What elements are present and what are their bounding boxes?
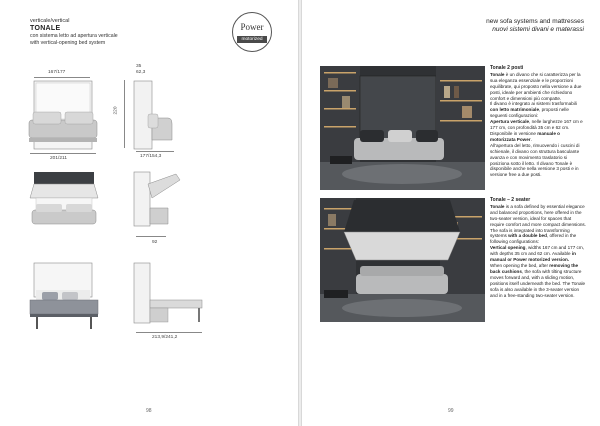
s1-bold-2: con letto matrimoniale xyxy=(490,107,540,113)
dim-line xyxy=(136,151,174,152)
section2-text xyxy=(490,198,586,298)
dim-depth-top-2: 62,3 xyxy=(136,70,146,75)
dim-line xyxy=(136,236,166,237)
section1-text xyxy=(490,66,586,178)
s1-text-5: All'apertura del letto, rimuovendo i cuscini di schienale, il divano con struttura basculante avanza e con movimento traslatorio si posiziona sotto il letto. Il divano Tonale è disponibile anche nella versione 3 posti e in versione free a due posti. xyxy=(490,142,580,178)
dim-depth-top: 35 xyxy=(136,64,142,69)
s2-bold-0: Tonale xyxy=(490,203,505,209)
section2-body xyxy=(490,204,586,299)
drawing-side-bed xyxy=(132,262,204,332)
dim-top-width: 167/177 xyxy=(48,70,66,75)
page-number-left: 98 xyxy=(146,408,152,414)
drawing-side-opening xyxy=(132,170,184,232)
s2-text-6: , the sofa with tilting structure moves forward and, with a sliding motion, positions itself underneath the bed. The Tonale sofa is also available in the 3-seater version and in a free-standing two-seater version. xyxy=(490,268,586,298)
s1-bold-4: manuale o motorizzata Power xyxy=(490,130,560,142)
s2-text-3: , widths 167 cm and 177 cm, with depths 35 cm and 62 cm. Available xyxy=(490,245,584,257)
page-number-right: 99 xyxy=(448,408,454,414)
product-title: TONALE xyxy=(30,25,61,32)
s1-bold-3: Apertura verticale xyxy=(490,119,530,125)
power-motorized-logo xyxy=(232,12,272,52)
s1-text-4: . xyxy=(530,136,532,142)
dim-height: 220 xyxy=(113,106,119,115)
drawing-front-closed xyxy=(28,80,98,150)
photo-sofa-opening xyxy=(320,198,485,322)
s2-text-0: is a sofa defined by essential elegance and balanced proportions, here offered in the two-seater version, ideal for spaces that require comfort and more compact dimensions. xyxy=(490,203,586,227)
drawing-front-opening xyxy=(28,170,100,232)
s2-bold-3: Vertical opening xyxy=(490,245,526,251)
product-desc-en: with vertical-opening bed system xyxy=(30,40,106,46)
dim-bed-depth: 213,9/241,2 xyxy=(152,335,178,340)
s2-text-2: , offered in the following configurations: xyxy=(490,233,577,245)
dim-line xyxy=(124,80,125,148)
photo-sofa-closed xyxy=(320,66,485,190)
right-page xyxy=(302,0,600,426)
s1-text-0: è un divano che si caratterizza per la sua eleganza essenziale e le proporzioni equilibrate, qui proposto nella versione a due posti, ideale per ambienti che richiedono comfort e dimensioni più compatte. xyxy=(490,71,582,101)
dim-bottom-width: 201/211 xyxy=(50,156,67,161)
s1-text-3: , nelle larghezze 167 cm e 177 cm, con profondità 35 cm e 62 cm. Disponibile in versione xyxy=(490,119,583,136)
logo-power-text: Power xyxy=(240,22,264,32)
s1-text-2: , proposti nelle seguenti configurazioni: xyxy=(490,107,569,119)
dim-line xyxy=(30,153,96,154)
dim-line xyxy=(34,77,90,78)
section1-heading: Tonale 2 posti xyxy=(490,65,524,71)
s1-text-1: Il divano è integrato ai sistemi trasformabili xyxy=(490,101,577,107)
header-it: nuovi sistemi divani e materassi xyxy=(492,26,584,33)
s2-bold-6: removing the back cushions xyxy=(490,262,579,274)
dim-side-depth: 177/154,3 xyxy=(140,154,162,159)
drawing-front-bed xyxy=(28,262,100,332)
dim-open-depth: 92 xyxy=(152,240,158,245)
drawing-side-closed xyxy=(132,80,176,150)
section1-body xyxy=(490,72,586,178)
s1-bold-0: Tonale xyxy=(490,71,505,77)
logo-motorized-text: motorized xyxy=(237,36,267,43)
product-desc-it: con sistema letto ad apertura verticale xyxy=(30,33,118,39)
product-subtitle: verticale/vertical xyxy=(30,18,70,24)
s2-text-1: The sofa is integrated into transforming systems xyxy=(490,227,570,239)
header-en: new sofa systems and mattresses xyxy=(486,18,584,25)
left-page xyxy=(0,0,298,426)
s2-bold-4: in manual or Power motorized version. xyxy=(490,251,576,263)
dim-line xyxy=(136,332,202,333)
s2-bold-2: with a double bed xyxy=(508,233,547,239)
s2-text-5: When opening the bed, after xyxy=(490,262,550,268)
section2-heading: Tonale – 2 seater xyxy=(490,197,531,203)
